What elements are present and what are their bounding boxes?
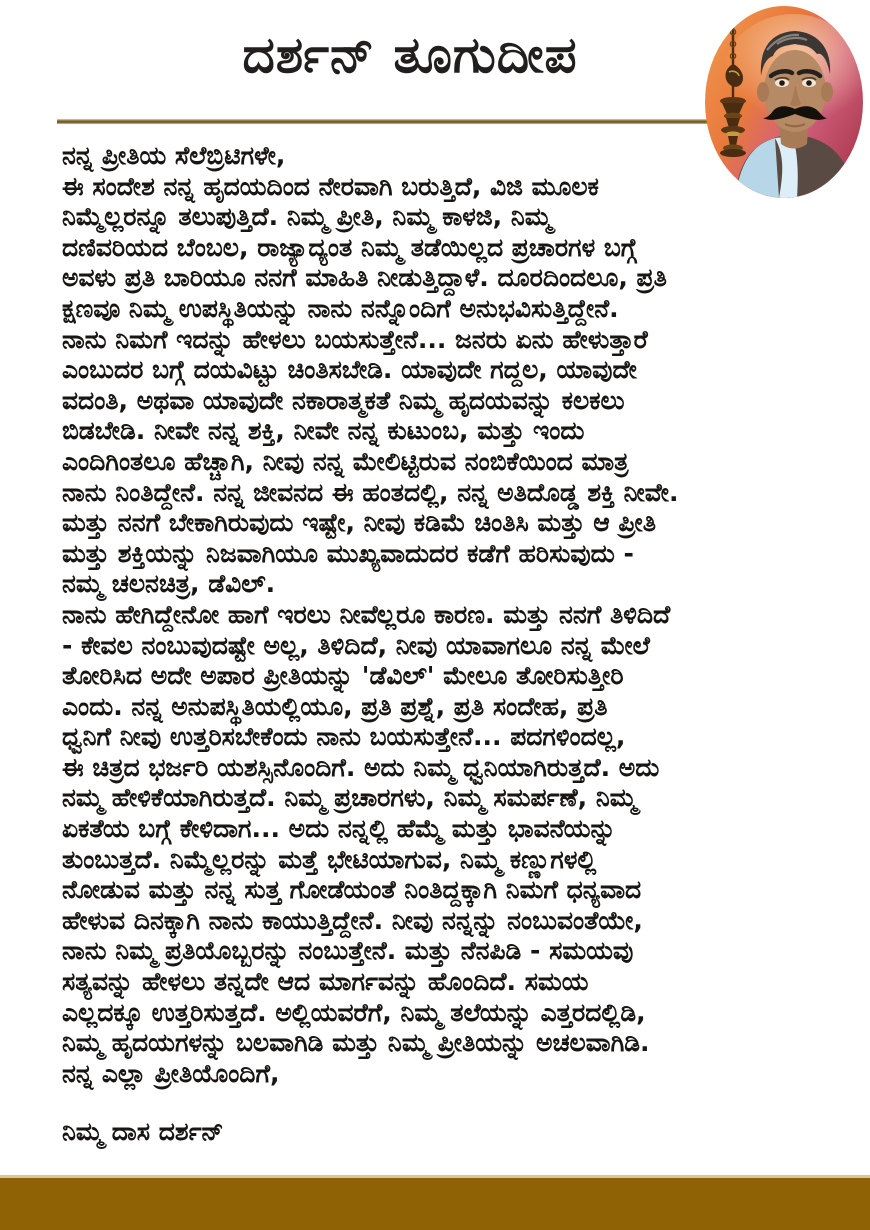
footer-bar [0,1175,870,1230]
letter-line: - ಕೇವಲ ನಂಬುವುದಷ್ಟೇ ಅಲ್ಲ, ತಿಳಿದಿದೆ, ನೀವು ಯಾವಾಗಲೂ ನನ್ನ ಮೇಲೆ [62,630,650,660]
letter-line: ಎಂಬುದರ ಬಗ್ಗೆ ದಯವಿಟ್ಟು ಚಿಂತಿಸಬೇಡಿ. ಯಾವುದೇ ಗದ್ದಲ, ಯಾವುದೇ [62,355,637,385]
letter-line: ನಮ್ಮ ಚಲನಚಿತ್ರ, ಡೆವಿಲ್. [62,569,276,599]
letter-line: ದಣಿವರಿಯದ ಬೆಂಬಲ, ರಾಜ್ಯಾದ್ಯಂತ ನಿಮ್ಮ ತಡೆಯಿಲ್ಲದ ಪ್ರಚಾರಗಳ ಬಗ್ಗೆ [62,232,637,262]
letter-line: ಸತ್ಯವನ್ನು ಹೇಳಲು ತನ್ನದೇ ಆದ ಮಾರ್ಗವನ್ನು ಹೊಂದಿದೆ. ಸಮಯ [62,967,589,997]
letter-line: ಎಂದಿಗಿಂತಲೂ ಹೆಚ್ಚಾಗಿ, ನೀವು ನನ್ನ ಮೇಲಿಟ್ಟಿರುವ ನಂಬಿಕೆಯಿಂದ ಮಾತ್ರ [62,446,629,476]
letter-line: ಏಕತೆಯ ಬಗ್ಗೆ ಕೇಳಿದಾಗ... ಅದು ನನ್ನಲ್ಲಿ ಹೆಮ್ಮೆ ಮತ್ತು ಭಾವನೆಯನ್ನು [62,814,616,844]
letter-line: ಬಿಡಬೇಡಿ. ನೀವೇ ನನ್ನ ಶಕ್ತಿ, ನೀವೇ ನನ್ನ ಕುಟುಂಬ, ಮತ್ತು ಇಂದು [62,416,585,446]
letter-line: ವದಂತಿ, ಅಥವಾ ಯಾವುದೇ ನಕಾರಾತ್ಮಕತೆ ನಿಮ್ಮ ಹೃದಯವನ್ನು ಕಲಕಲು [62,385,625,415]
page-title: ದರ್ಶನ್ ತೂಗುದೀಪ [242,26,578,84]
letter-line: ನಾನು ಹೇಗಿದ್ದೇನೋ ಹಾಗೆ ಇರಲು ನೀವೆಲ್ಲರೂ ಕಾರಣ. ಮತ್ತು ನನಗೆ ತಿಳಿದಿದೆ [62,599,671,629]
letter-line: ಮತ್ತು ಶಕ್ತಿಯನ್ನು ನಿಜವಾಗಿಯೂ ಮುಖ್ಯವಾದುದರ ಕಡೆಗೆ ಹರಿಸುವುದು - [62,538,634,568]
letter-line: ನಿಮ್ಮೆಲ್ಲರನ್ನೂ ತಲುಪುತ್ತಿದೆ. ನಿಮ್ಮ ಪ್ರೀತಿ, ನಿಮ್ಮ ಕಾಳಜಿ, ನಿಮ್ಮ [62,202,552,232]
letter-line: ಕ್ಷಣವೂ ನಿಮ್ಮ ಉಪಸ್ಥಿತಿಯನ್ನು ನಾನು ನನ್ನೊಂದಿಗೆ ಅನುಭವಿಸುತ್ತಿದ್ದೇನೆ. [62,293,619,323]
letter-line: ನನ್ನ ಪ್ರೀತಿಯ ಸೆಲೆಬ್ರಿಟಿಗಳೇ, [62,141,286,170]
letter-line: ನಾನು ನಿಂತಿದ್ದೇನೆ. ನನ್ನ ಜೀವನದ ಈ ಹಂತದಲ್ಲಿ, ನನ್ನ ಅತಿದೊಡ್ಡ ಶಕ್ತಿ ನೀವೇ. [62,477,679,507]
letter-line: ಹೇಳುವ ದಿನಕ್ಕಾಗಿ ನಾನು ಕಾಯುತ್ತಿದ್ದೇನೆ. ನೀವು ನನ್ನನ್ನು ನಂಬುವಂತೆಯೇ, [62,905,643,935]
letter-line: ತುಂಬುತ್ತದೆ. ನಿಮ್ಮೆಲ್ಲರನ್ನು ಮತ್ತೆ ಭೇಟಿಯಾಗುವ, ನಿಮ್ಮ ಕಣ್ಣುಗಳಲ್ಲಿ [62,844,597,874]
letter-line: ಎಲ್ಲದಕ್ಕೂ ಉತ್ತರಿಸುತ್ತದೆ. ಅಲ್ಲಿಯವರೆಗೆ, ನಿಮ್ಮ ತಲೆಯನ್ನು ಎತ್ತರದಲ್ಲಿಡಿ, [62,997,646,1027]
letter-line: ನಾನು ನಿಮಗೆ ಇದನ್ನು ಹೇಳಲು ಬಯಸುತ್ತೇನೆ... ಜನರು ಏನು ಹೇಳುತ್ತಾರೆ [62,324,648,354]
letter-line: ಅವಳು ಪ್ರತಿ ಬಾರಿಯೂ ನನಗೆ ಮಾಹಿತಿ ನೀಡುತ್ತಿದ್ದಾಳೆ. ದೂರದಿಂದಲೂ, ಪ್ರತಿ [62,263,667,293]
letter-line: ನಾನು ನಿಮ್ಮ ಪ್ರತಿಯೊಬ್ಬರನ್ನು ನಂಬುತ್ತೇನೆ. ಮತ್ತು ನೆನಪಿಡಿ - ಸಮಯವು [62,936,634,966]
letter-line: ಧ್ವನಿಗೆ ನೀವು ಉತ್ತರಿಸಬೇಕೆಂದು ನಾನು ಬಯಸುತ್ತೇನೆ... ಪದಗಳಿಂದಲ್ಲ, [62,722,626,752]
letter-line: ನನ್ನ ಎಲ್ಲಾ ಪ್ರೀತಿಯೊಂದಿಗೆ, [62,1058,280,1088]
letter-line: ಎಂದು. ನನ್ನ ಅನುಪಸ್ಥಿತಿಯಲ್ಲಿಯೂ, ಪ್ರತಿ ಪ್ರಶ್ನೆ, ಪ್ರತಿ ಸಂದೇಹ, ಪ್ರತಿ [62,691,608,721]
letter-body [62,141,832,1089]
letter-line: ನಿಮ್ಮ ಹೃದಯಗಳನ್ನು ಬಲವಾಗಿಡಿ ಮತ್ತು ನಿಮ್ಮ ಪ್ರೀತಿಯನ್ನು ಅಚಲವಾಗಿಡಿ. [62,1028,650,1058]
letter-line: ನಮ್ಮ ಹೇಳಿಕೆಯಾಗಿರುತ್ತದೆ. ನಿಮ್ಮ ಪ್ರಚಾರಗಳು, ನಿಮ್ಮ ಸಮರ್ಪಣೆ, ನಿಮ್ಮ [62,783,637,813]
letter-line: ನೋಡುವ ಮತ್ತು ನನ್ನ ಸುತ್ತ ಗೋಡೆಯಂತೆ ನಿಂತಿದ್ದಕ್ಕಾಗಿ ನಿಮಗೆ ಧನ್ಯವಾದ [62,875,642,905]
letter-line: ಮತ್ತು ನನಗೆ ಬೇಕಾಗಿರುವುದು ಇಷ್ಟೇ, ನೀವು ಕಡಿಮೆ ಚಿಂತಿಸಿ ಮತ್ತು ಆ ಪ್ರೀತಿ [62,508,657,538]
letter-line: ಈ ಸಂದೇಶ ನನ್ನ ಹೃದಯದಿಂದ ನೇರವಾಗಿ ಬರುತ್ತಿದೆ, ವಿಜಿ ಮೂಲಕ [62,171,599,201]
letter-line: ಈ ಚಿತ್ರದ ಭರ್ಜರಿ ಯಶಸ್ಸಿನೊಂದಿಗೆ. ಅದು ನಿಮ್ಮ ಧ್ವನಿಯಾಗಿರುತ್ತದೆ. ಅದು [62,752,660,782]
title-divider [57,119,712,124]
letter-line: ತೋರಿಸಿದ ಅದೇ ಅಪಾರ ಪ್ರೀತಿಯನ್ನು 'ಡೆವಿಲ್' ಮೇಲೂ ತೋರಿಸುತ್ತೀರಿ [62,661,624,691]
signature: ನಿಮ್ಮ ದಾಸ ದರ್ಶನ್ [62,1117,224,1146]
